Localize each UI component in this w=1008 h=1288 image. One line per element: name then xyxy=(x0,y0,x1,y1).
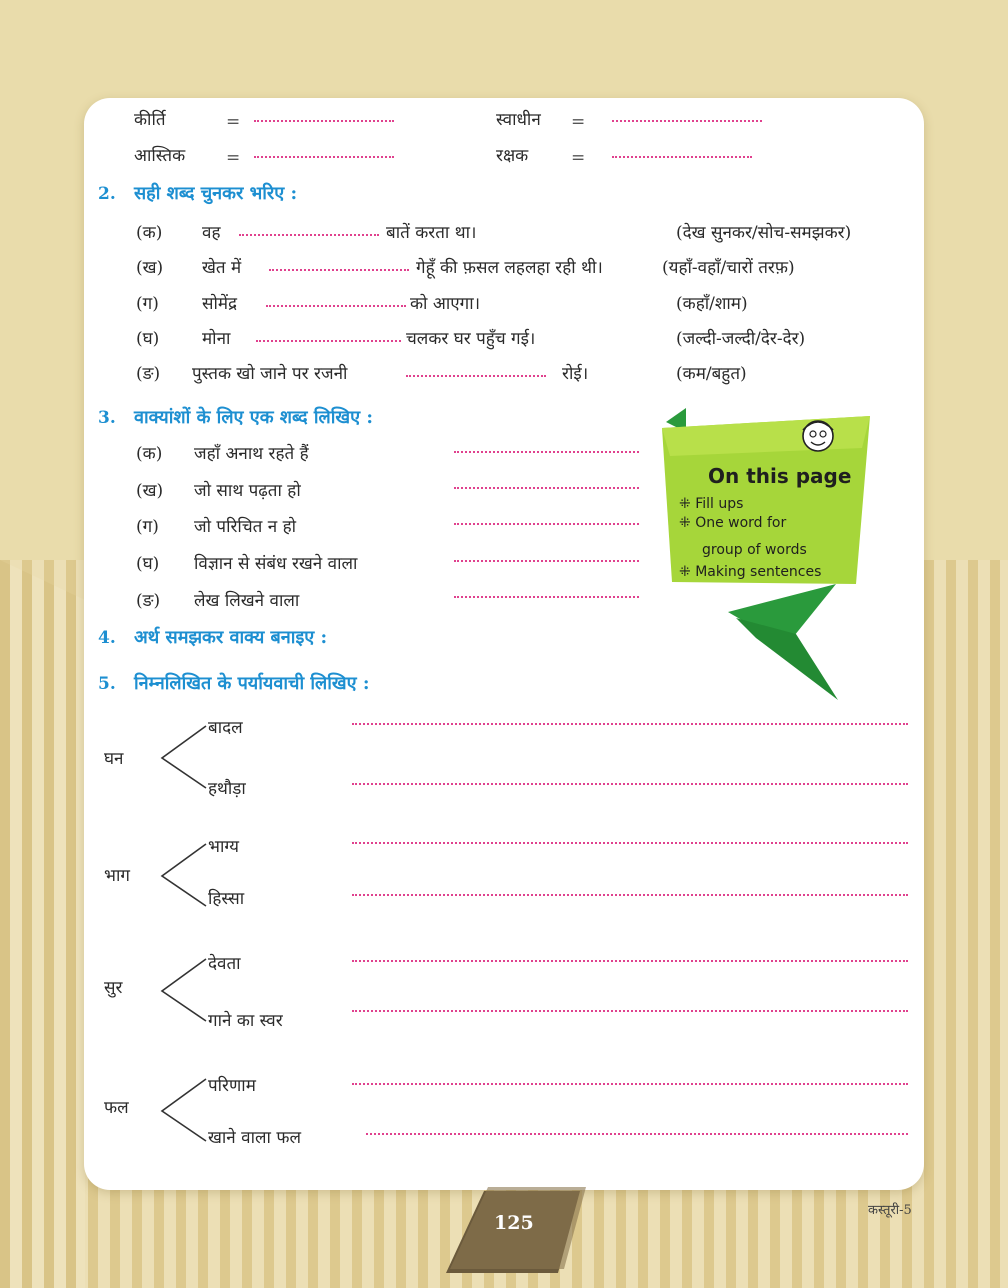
banner-bullet: ⁜ One word for xyxy=(679,515,787,531)
branch-brace xyxy=(156,953,208,1023)
equals-sign: = xyxy=(571,112,586,132)
synonym-word: सुर xyxy=(104,978,123,998)
meaning: परिणाम xyxy=(208,1076,256,1096)
sentence-end: को आएगा। xyxy=(410,294,481,314)
synonym-word: भाग xyxy=(104,866,130,886)
book-title: कस्तूरी-5 xyxy=(868,1203,912,1218)
meaning: बादल xyxy=(208,718,243,738)
synonym-word: फल xyxy=(104,1098,129,1118)
sentence-end: बातें करता था। xyxy=(386,223,477,243)
choice-hint: (यहाँ-वहाँ/चारों तरफ़) xyxy=(662,258,795,278)
question-number: 2. xyxy=(98,184,116,204)
equals-sign: = xyxy=(226,148,241,168)
synonym-word: घन xyxy=(104,749,124,769)
equals-sign: = xyxy=(226,112,241,132)
item-label: (ङ) xyxy=(136,364,161,384)
page-number: 125 xyxy=(494,1212,534,1234)
word-rakshak: रक्षक xyxy=(496,146,529,166)
word-aastik: आस्तिक xyxy=(134,146,186,166)
sentence-end: चलकर घर पहुँच गई। xyxy=(406,329,536,349)
answer-line[interactable] xyxy=(352,1010,908,1012)
answer-blank[interactable] xyxy=(256,340,401,342)
answer-line[interactable] xyxy=(352,894,908,896)
answer-blank[interactable] xyxy=(254,156,394,158)
phrase: जहाँ अनाथ रहते हैं xyxy=(194,444,309,464)
answer-blank[interactable] xyxy=(612,120,762,122)
answer-blank[interactable] xyxy=(612,156,752,158)
answer-line[interactable] xyxy=(352,723,908,725)
item-label: (क) xyxy=(136,223,163,243)
answer-blank[interactable] xyxy=(454,487,639,489)
phrase: जो परिचित न हो xyxy=(194,517,296,537)
answer-blank[interactable] xyxy=(454,523,639,525)
answer-blank[interactable] xyxy=(266,305,406,307)
meaning: हथौड़ा xyxy=(208,779,246,799)
question-number: 5. xyxy=(98,674,116,694)
branch-brace xyxy=(156,720,208,790)
sentence-start: सोमेंद्र xyxy=(202,294,238,314)
answer-blank[interactable] xyxy=(406,375,546,377)
word-kirti: कीर्ति xyxy=(134,110,166,130)
item-label: (ख) xyxy=(136,258,164,278)
phrase: लेख लिखने वाला xyxy=(194,591,300,611)
question-heading: सही शब्द चुनकर भरिए : xyxy=(134,183,298,204)
sentence-start: पुस्तक खो जाने पर रजनी xyxy=(192,364,348,384)
question-number: 3. xyxy=(98,408,116,428)
banner-bullet-continued: group of words xyxy=(702,542,807,558)
answer-line[interactable] xyxy=(352,783,908,785)
item-label: (ग) xyxy=(136,294,159,314)
question-heading: वाक्यांशों के लिए एक शब्द लिखिए : xyxy=(134,407,373,428)
answer-line[interactable] xyxy=(352,960,908,962)
sentence-end: गेहूँ की फ़सल लहलहा रही थी। xyxy=(416,258,603,278)
item-label: (ख) xyxy=(136,481,164,501)
sentence-end: रोई। xyxy=(562,364,589,384)
answer-blank[interactable] xyxy=(269,269,409,271)
meaning: खाने वाला फल xyxy=(208,1128,301,1148)
word-swadheen: स्वाधीन xyxy=(496,110,541,130)
answer-blank[interactable] xyxy=(254,120,394,122)
answer-blank[interactable] xyxy=(454,451,639,453)
meaning: गाने का स्वर xyxy=(208,1011,283,1031)
item-label: (घ) xyxy=(136,554,160,574)
question-heading: अर्थ समझकर वाक्य बनाइए : xyxy=(134,627,328,648)
choice-hint: (जल्दी-जल्दी/देर-देर) xyxy=(676,329,806,349)
item-label: (ङ) xyxy=(136,591,161,611)
boy-face-icon xyxy=(803,421,833,451)
worksheet-card xyxy=(84,98,924,1190)
sentence-start: खेत में xyxy=(202,258,242,278)
answer-line[interactable] xyxy=(352,842,908,844)
answer-line[interactable] xyxy=(352,1083,908,1085)
phrase: विज्ञान से संबंध रखने वाला xyxy=(194,554,358,574)
sentence-start: मोना xyxy=(202,329,231,349)
question-heading: निम्नलिखित के पर्यायवाची लिखिए : xyxy=(134,673,370,694)
choice-hint: (कहाँ/शाम) xyxy=(676,294,748,314)
equals-sign: = xyxy=(571,148,586,168)
banner-bullet: ⁜ Making sentences xyxy=(679,564,822,580)
answer-blank[interactable] xyxy=(239,234,379,236)
meaning: भाग्य xyxy=(208,837,239,857)
meaning: देवता xyxy=(208,954,241,974)
banner-bullet: ⁜ Fill ups xyxy=(679,496,744,512)
choice-hint: (कम/बहुत) xyxy=(676,364,747,384)
sentence-start: वह xyxy=(202,223,221,243)
branch-brace xyxy=(156,1073,208,1143)
question-number: 4. xyxy=(98,628,116,648)
banner-title: On this page xyxy=(708,464,852,488)
answer-blank[interactable] xyxy=(454,560,639,562)
meaning: हिस्सा xyxy=(208,889,245,909)
choice-hint: (देख सुनकर/सोच-समझकर) xyxy=(676,223,852,243)
answer-line[interactable] xyxy=(366,1133,908,1135)
striped-background-left xyxy=(0,560,85,1288)
item-label: (ग) xyxy=(136,517,159,537)
item-label: (क) xyxy=(136,444,163,464)
answer-blank[interactable] xyxy=(454,596,639,598)
item-label: (घ) xyxy=(136,329,160,349)
branch-brace xyxy=(156,838,208,908)
phrase: जो साथ पढ़ता हो xyxy=(194,481,301,501)
